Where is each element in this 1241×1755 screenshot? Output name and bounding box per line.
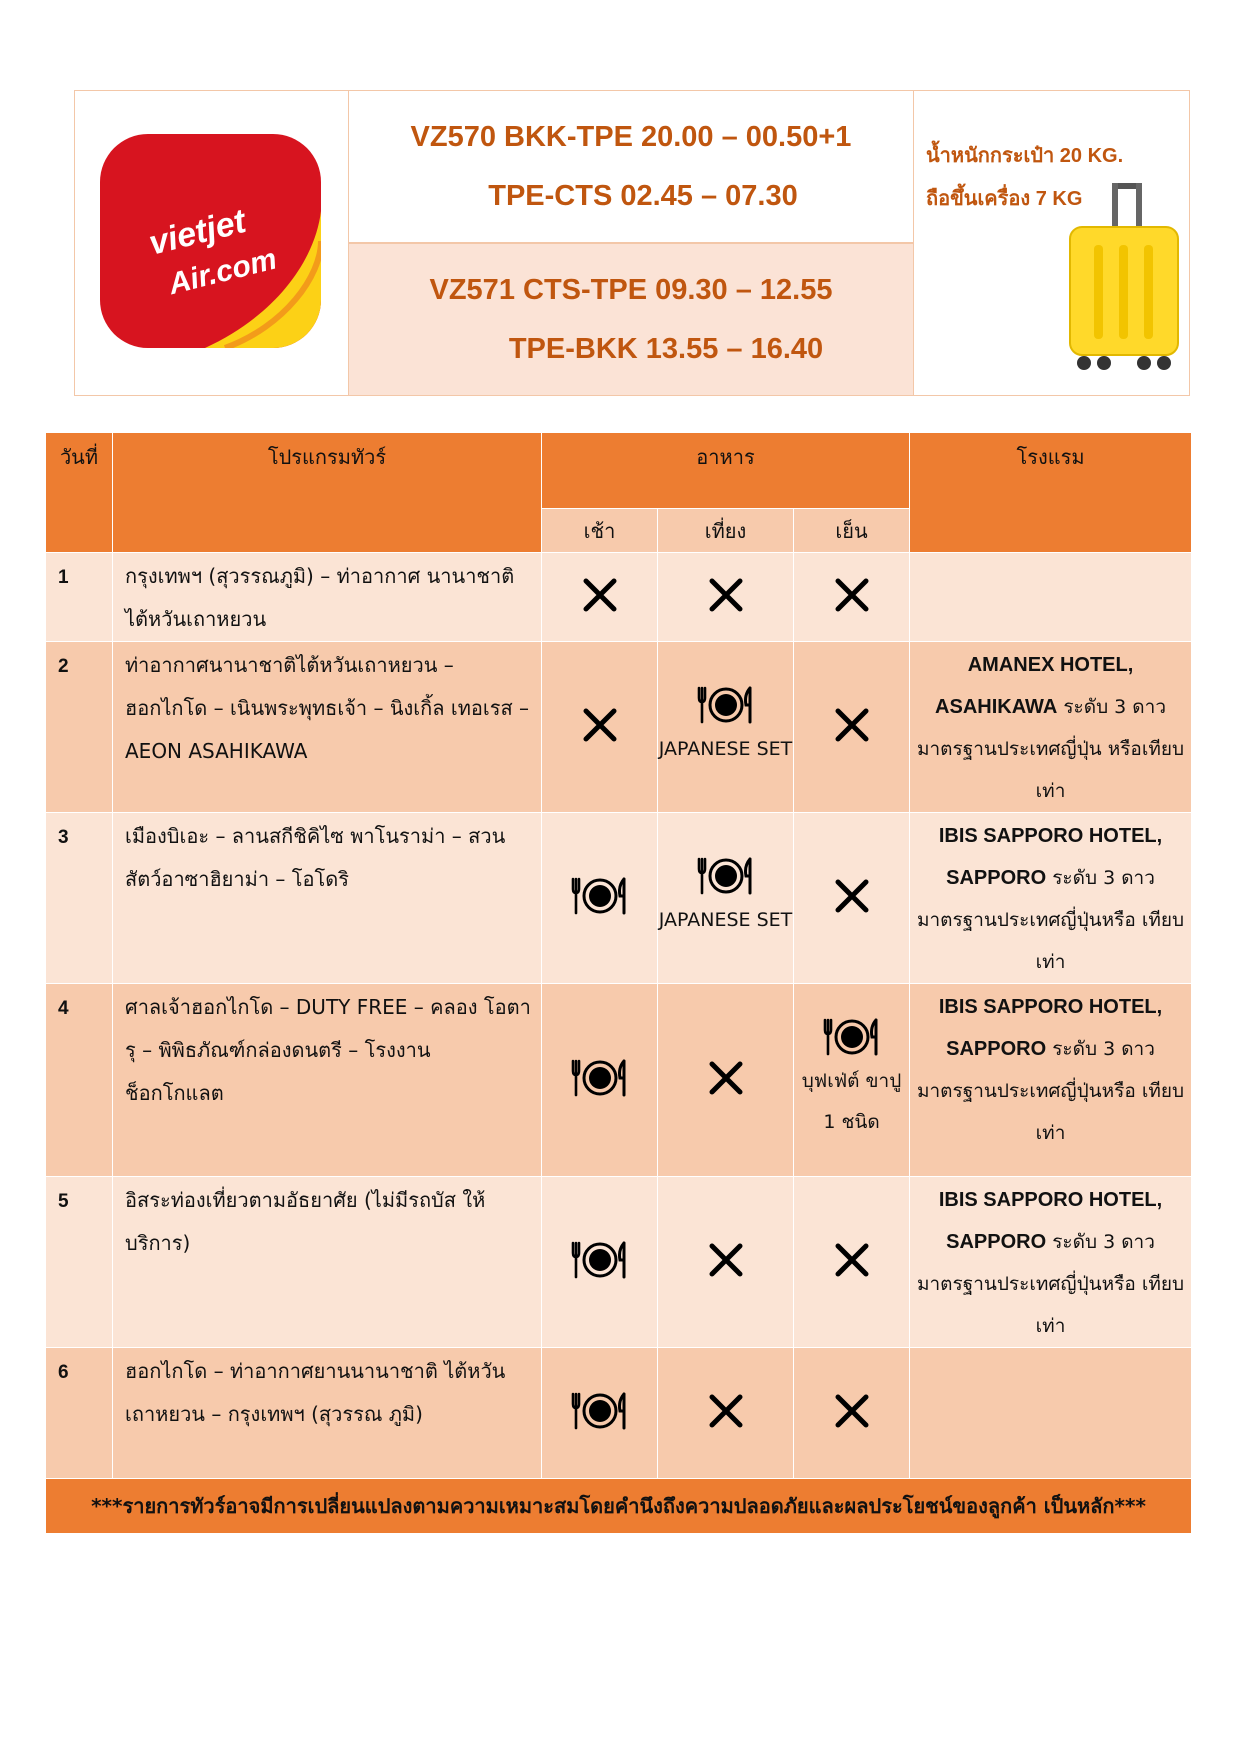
no-meal-icon [658,1060,793,1100]
hotel-cell [910,984,1192,1177]
baggage-info [914,91,1189,395]
breakfast-cell [542,984,658,1177]
day-number: 4 [46,984,113,1177]
header-breakfast: เช้า [542,509,658,553]
no-meal-icon [542,707,657,747]
no-meal-icon [658,1393,793,1433]
no-meal-icon [794,707,909,747]
inbound-flight [349,244,913,395]
header-program: โปรแกรมทัวร์ [113,433,542,553]
header-hotel: โรงแรม [910,433,1192,553]
table-row [46,984,1192,1177]
header-day: วันที่ [46,433,113,553]
no-meal-icon [542,577,657,617]
hotel-name: IBIS SAPPORO HOTEL, SAPPORO [938,1189,1163,1253]
lunch-cell [658,1348,794,1479]
logo-text-line2: Air.com [165,242,281,302]
meal-icon [542,1058,657,1102]
hotel-cell [910,813,1192,984]
itinerary-table [45,432,1192,1534]
table-row [46,553,1192,642]
program-description: ฮอกไกโด – ท่าอากาศยานนานาชาติ ไต้หวันเถาหยวน – กรุงเทพฯ (สุวรรณ ภูมิ) [113,1348,542,1479]
inbound-line-2: TPE-BKK 13.55 – 16.40 [508,332,824,365]
breakfast-cell [542,642,658,813]
dinner-cell [794,1348,910,1479]
day-number: 6 [46,1348,113,1479]
flight-schedule [349,91,914,395]
no-meal-icon [658,577,793,617]
breakfast-cell [542,553,658,642]
hotel-cell [910,642,1192,813]
footer-disclaimer: ***รายการทัวร์อาจมีการเปลี่ยนแปลงตามความเหมาะสมโดยคำนึงถึงความปลอดภัยและผลประโยชน์ของลูกค้า เป็นหลัก*** [46,1479,1192,1534]
no-meal-icon [794,577,909,617]
hotel-description: ระดับ 3 ดาว มาตรฐานประเทศญี่ปุ่นหรือ เทียบเท่า [916,1231,1185,1337]
hotel-cell [910,1348,1192,1479]
header-lunch: เที่ยง [658,509,794,553]
meal-icon [542,876,657,920]
program-description: ท่าอากาศนานาชาติไต้หวันเถาหยวน – ฮอกไกโด – เนินพระพุทธเจ้า – นิงเกิ้ล เทอเรส – AEON ASAHIKAWA [113,642,542,813]
meal-icon [542,1240,657,1284]
table-row [46,642,1192,813]
meal-icon [542,1391,657,1435]
inbound-line-1: VZ571 CTS-TPE 09.30 – 12.55 [429,273,833,306]
hotel-cell [910,1177,1192,1348]
dinner-cell [794,642,910,813]
lunch-cell [658,1177,794,1348]
lunch-cell [658,642,794,813]
hotel-name: AMANEX HOTEL, ASAHIKAWA [935,654,1134,718]
table-row [46,1348,1192,1479]
dinner-note: บุฟเฟ่ต์ ขาปู 1 ชนิด [801,1070,902,1133]
dinner-cell [794,813,910,984]
program-description: อิสระท่องเที่ยวตามอัธยาศัย (ไม่มีรถบัส ให้บริการ) [113,1177,542,1348]
lunch-cell [658,813,794,984]
no-meal-icon [794,878,909,918]
breakfast-cell [542,813,658,984]
header-meals: อาหาร [542,433,910,509]
table-row [46,813,1192,984]
breakfast-cell [542,1177,658,1348]
hotel-description: ระดับ 3 ดาว มาตรฐานประเทศญี่ปุ่นหรือ เทียบเท่า [916,867,1185,973]
dinner-cell [794,1177,910,1348]
hotel-cell [910,553,1192,642]
breakfast-cell [542,1348,658,1479]
flight-info-box [74,90,1190,396]
meal-icon [658,685,793,729]
outbound-flight [349,91,913,244]
no-meal-icon [794,1393,909,1433]
suitcase-icon [1064,183,1184,373]
itinerary-rows [46,553,1192,1534]
day-number: 2 [46,642,113,813]
program-description: ศาลเจ้าฮอกไกโด – DUTY FREE – คลอง โอตารุ – พิพิธภัณฑ์กล่องดนตรี – โรงงาน ช็อกโกแลต [113,984,542,1177]
outbound-line-1: VZ570 BKK-TPE 20.00 – 00.50+1 [410,120,852,153]
logo-text-line1: vietjet [145,202,250,263]
hotel-description: ระดับ 3 ดาวมาตรฐานประเทศญี่ปุ่น หรือเทียบเท่า [916,696,1185,802]
checked-baggage: น้ำหนักกระเป๋า 20 KG. [926,145,1124,167]
hotel-name: IBIS SAPPORO HOTEL, SAPPORO [938,825,1163,889]
header-dinner: เย็น [794,509,910,553]
day-number: 1 [46,553,113,642]
lunch-cell [658,984,794,1177]
carry-on-baggage: ถือขึ้นเครื่อง 7 KG [926,188,1083,210]
dinner-cell [794,984,910,1177]
lunch-cell [658,553,794,642]
day-number: 5 [46,1177,113,1348]
outbound-line-2: TPE-CTS 02.45 – 07.30 [488,179,798,212]
day-number: 3 [46,813,113,984]
lunch-note: JAPANESE SET [658,737,793,760]
vietjet-logo [75,91,348,395]
meal-icon [658,856,793,900]
meal-icon [794,1017,909,1061]
airline-logo-cell [75,91,349,395]
hotel-name: IBIS SAPPORO HOTEL, SAPPORO [938,996,1163,1060]
no-meal-icon [658,1242,793,1282]
hotel-description: ระดับ 3 ดาว มาตรฐานประเทศญี่ปุ่นหรือ เทียบเท่า [916,1038,1185,1144]
dinner-cell [794,553,910,642]
program-description: กรุงเทพฯ (สุวรรณภูมิ) – ท่าอากาศ นานาชาติไต้หวันเถาหยวน [113,553,542,642]
table-row [46,1177,1192,1348]
program-description: เมืองบิเอะ – ลานสกีชิคิไซ พาโนราม่า – สวนสัตว์อาซาฮิยาม่า – โอโดริ [113,813,542,984]
no-meal-icon [794,1242,909,1282]
lunch-note: JAPANESE SET [658,908,793,931]
